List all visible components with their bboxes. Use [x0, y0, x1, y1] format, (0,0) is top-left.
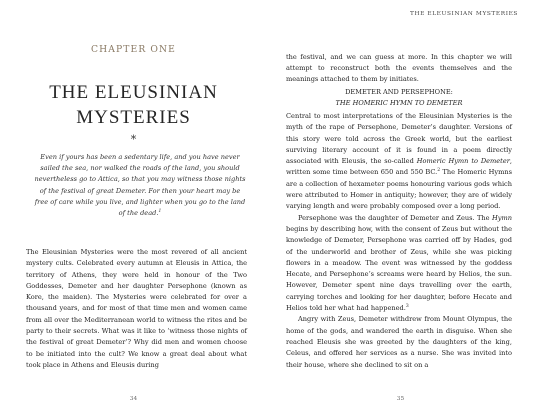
running-head: THE ELEUSINIAN MYSTERIES [409, 11, 518, 17]
epigraph [32, 152, 248, 219]
para1-text-b: , written some time between 650 and 550 BC. [286, 157, 512, 177]
chapter-title [0, 80, 267, 130]
para1-note-marker: 2 [437, 168, 441, 174]
paragraph-3: Angry with Zeus, Demeter withdrew from Mount Olympus, the home of the gods, and wandered the earth in disguise. When she reached Eleusis she was greeted by the daughters of the king, Celeus, and offered her services as a nurse. She was invited into their house, where she declined to sit on a [286, 315, 512, 369]
continued-paragraph: the festival, and we can guess at more. In this chapter we will attempt to reconstruct both the events themselves and the meanings attached to them by initiates. [286, 52, 512, 84]
para1-italic-title: Homeric Hymn to Demeter [416, 157, 510, 166]
left-body-text [26, 247, 247, 371]
left-page-number: 34 [129, 396, 138, 402]
para2-italic-hymn: Hymn [492, 213, 512, 222]
para2-note-marker: 3 [405, 303, 409, 309]
para1-text-c: The Homeric Hymns are a collection of hexameter poems honouring various gods which were attributed to Homer in antiquity; however, they are of widely varying length and were probably composed over a long period. [286, 168, 512, 211]
right-page-number: 35 [396, 396, 405, 402]
epigraph-text: Even if yours has been a sedentary life, and you have never sailed the sea, nor walked the roads of the land, you should nevertheless go to Attica, so that you may witness those nights of the festival of great Demeter. For then your heart may be free of care while you live, and lighter when you go to the land of the dead. [34, 153, 246, 218]
chapter-title-line1: THE ELEUSINIAN [49, 82, 218, 103]
right-top-text [286, 45, 512, 92]
paragraph-2 [286, 213, 512, 315]
ornament-asterisk: * [130, 133, 137, 146]
section-heading [286, 87, 512, 110]
para2-text-a: Persephone was the daughter of Demeter and Zeus. The [298, 213, 493, 222]
paragraph-1 [286, 111, 512, 213]
chapter-label: CHAPTER ONE [91, 44, 176, 55]
right-page [267, 0, 534, 410]
chapter-title-line2: MYSTERIES [76, 107, 191, 128]
left-paragraph: The Eleusinian Mysteries were the most revered of all ancient mystery cults. Celebrated every autumn at Eleusis in Attica, the territory of Athens, they were held in honour of the Two Goddesses, Demeter and her daughter Persephone (known as Kore, the maiden). The Mysteries were celebrated for over a thousand years, and for most of that time men and women came from all over the Mediterranean world to witness the rites and be party to their secrets. What was it like to ‘witness those nights of the festival of great Demeter’? Why did men and women choose to be initiated into the cult? We know a great deal about what took place in Athens and Eleusis during [26, 248, 247, 369]
para2-text-b: begins by describing how, with the consent of Zeus but without the knowledge of Demeter, Persephone was carried off by Hades, god of the underworld and brother of Zeus, while she was picking flowers in a meadow. The event was witnessed by the goddess Hecate, and Persephone’s screams were heard by Helios, the sun. However, Demeter spent nine days travelling over the earth, carrying torches and looking for her daughter, before Hecate and Helios told her what had happened. [286, 224, 512, 313]
section-heading-line2: THE HOMERIC HYMN TO DEMETER [335, 99, 463, 108]
section-heading-line1: DEMETER AND PERSEPHONE: [345, 88, 453, 96]
para1-text-a: Central to most interpretations of the Eleusinian Mysteries is the myth of the rape of Persephone, Demeter’s daughter. Versions of this story were told across the Greek world, but the earliest surviving literary account of it is found in a poem directly associated with Eleusis, the so-called [286, 112, 512, 166]
epigraph-note-marker: 1 [158, 208, 162, 214]
right-body-text [286, 111, 512, 371]
